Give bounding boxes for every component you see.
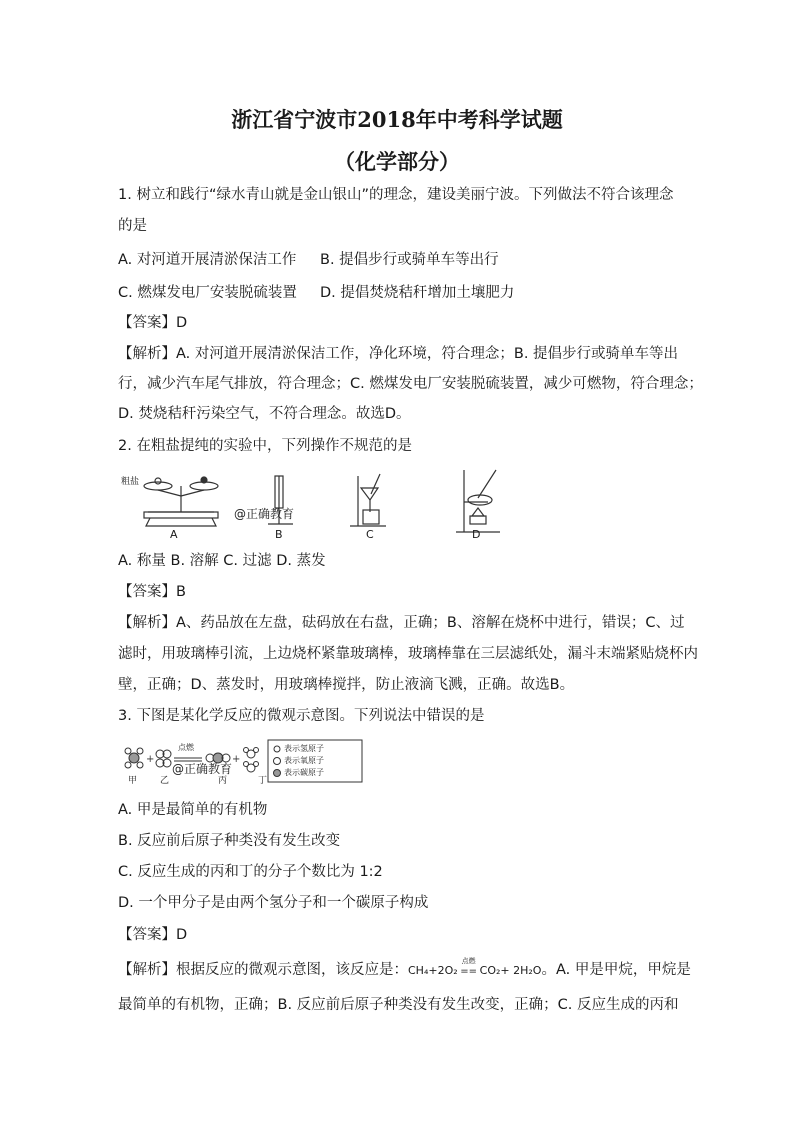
q1-stem-line-2: 的是 (118, 218, 147, 234)
watermark: @正确教育 (172, 762, 233, 776)
q1-option-c: C. 燃煤发电厂安装脱硫装置 (118, 285, 297, 301)
watermark: @正确教育 (234, 507, 295, 521)
q2-stem: 2. 在粗盐提纯的实验中，下列操作不规范的是 (118, 438, 412, 454)
q1-answer: 【答案】D (118, 315, 188, 331)
q3-option-c: C. 反应生成的丙和丁的分子个数比为 1:2 (118, 864, 383, 880)
coarse-salt-label: 粗盐 (121, 477, 140, 487)
svg-text:+: + (146, 754, 155, 765)
svg-text:+: + (232, 754, 241, 765)
q2-options: A. 称量 B. 溶解 C. 过滤 D. 蒸发 (118, 553, 326, 569)
label-yi: 乙 (160, 776, 170, 786)
label-jia: 甲 (128, 776, 138, 786)
figure-label-b: B (275, 528, 283, 541)
q2-explanation-line-3: 壁，正确；D、蒸发时，用玻璃棒搅拌，防止液滴飞溅，正确。故选B。 (118, 677, 575, 693)
q3-answer: 【答案】D (118, 927, 188, 943)
q2-apparatus-figure (118, 466, 518, 546)
label-ding: 丁 (258, 776, 268, 786)
q3-explanation-lead: 【解析】根据反应的微观示意图，该反应是： (118, 962, 408, 978)
q1-stem-line-1: 1. 树立和践行“绿水青山就是金山银山”的理念，建设美丽宁波。下列做法不符合该理念 (118, 187, 674, 203)
q1-explanation-line-3: D. 焚烧秸秆污染空气，不符合理念。故选D。 (118, 406, 411, 422)
figure-label-a: A (170, 528, 178, 541)
page-title: 浙江省宁波市2018年中考科学试题 (231, 107, 563, 132)
legend-carbon: 表示碳原子 (284, 768, 324, 777)
q2-answer: 【答案】B (118, 584, 186, 600)
evaporation-apparatus (456, 470, 500, 532)
q3-explanation-cont: 。A. 甲是甲烷，甲烷是 (541, 962, 691, 978)
q2-explanation-line-2: 滤时，用玻璃棒引流，上边烧杯紧靠玻璃棒，玻璃棒靠在三层滤纸处，漏斗末端紧贴烧杯内 (118, 646, 698, 662)
figure-label-c: C (366, 528, 374, 541)
q2-explanation-line-1: 【解析】A、药品放在左盘，砝码放在右盘，正确；B、溶解在烧杯中进行，错误；C、过 (118, 615, 685, 631)
q3-option-b: B. 反应前后原子种类没有发生改变 (118, 833, 341, 849)
figure-label-d: D (472, 528, 481, 541)
q1-explanation-line-1: 【解析】A. 对河道开展清淤保洁工作，净化环境，符合理念；B. 提倡步行或骑单车等出 (118, 346, 679, 362)
q3-option-a: A. 甲是最简单的有机物 (118, 802, 268, 818)
legend-oxygen: 表示氧原子 (284, 756, 324, 765)
q1-option-b: B. 提倡步行或骑单车等出行 (320, 252, 499, 268)
q3-option-d: D. 一个甲分子是由两个氢分子和一个碳原子构成 (118, 895, 429, 911)
q1-option-a: A. 对河道开展清淤保洁工作 (118, 252, 297, 268)
q1-option-d: D. 提倡焚烧秸秆增加土壤肥力 (320, 285, 515, 301)
q3-explanation-line-1 (118, 957, 691, 982)
q3-reaction-diagram (118, 738, 368, 788)
equation-products: CO₂+ 2H₂O (479, 964, 542, 977)
equation-arrow: 点燃 == (458, 960, 480, 982)
reaction-condition: 点燃 (178, 743, 194, 752)
balance-apparatus (144, 477, 218, 526)
q3-explanation-line-2: 最简单的有机物，正确；B. 反应前后原子种类没有发生改变，正确；C. 反应生成的丙和 (118, 997, 679, 1013)
equation-reactants: CH₄+2O₂ (408, 964, 458, 977)
equation-condition: 点燃 (461, 957, 476, 965)
legend-hydrogen: 表示氢原子 (284, 744, 324, 753)
filtration-apparatus (350, 474, 386, 526)
q1-explanation-line-2: 行，减少汽车尾气排放，符合理念；C. 燃煤发电厂安装脱硫装置，减少可燃物，符合理念； (118, 376, 703, 392)
page-subtitle: （化学部分） (334, 149, 460, 174)
label-bing: 丙 (218, 776, 228, 786)
q3-stem: 3. 下图是某化学反应的微观示意图。下列说法中错误的是 (118, 708, 485, 724)
